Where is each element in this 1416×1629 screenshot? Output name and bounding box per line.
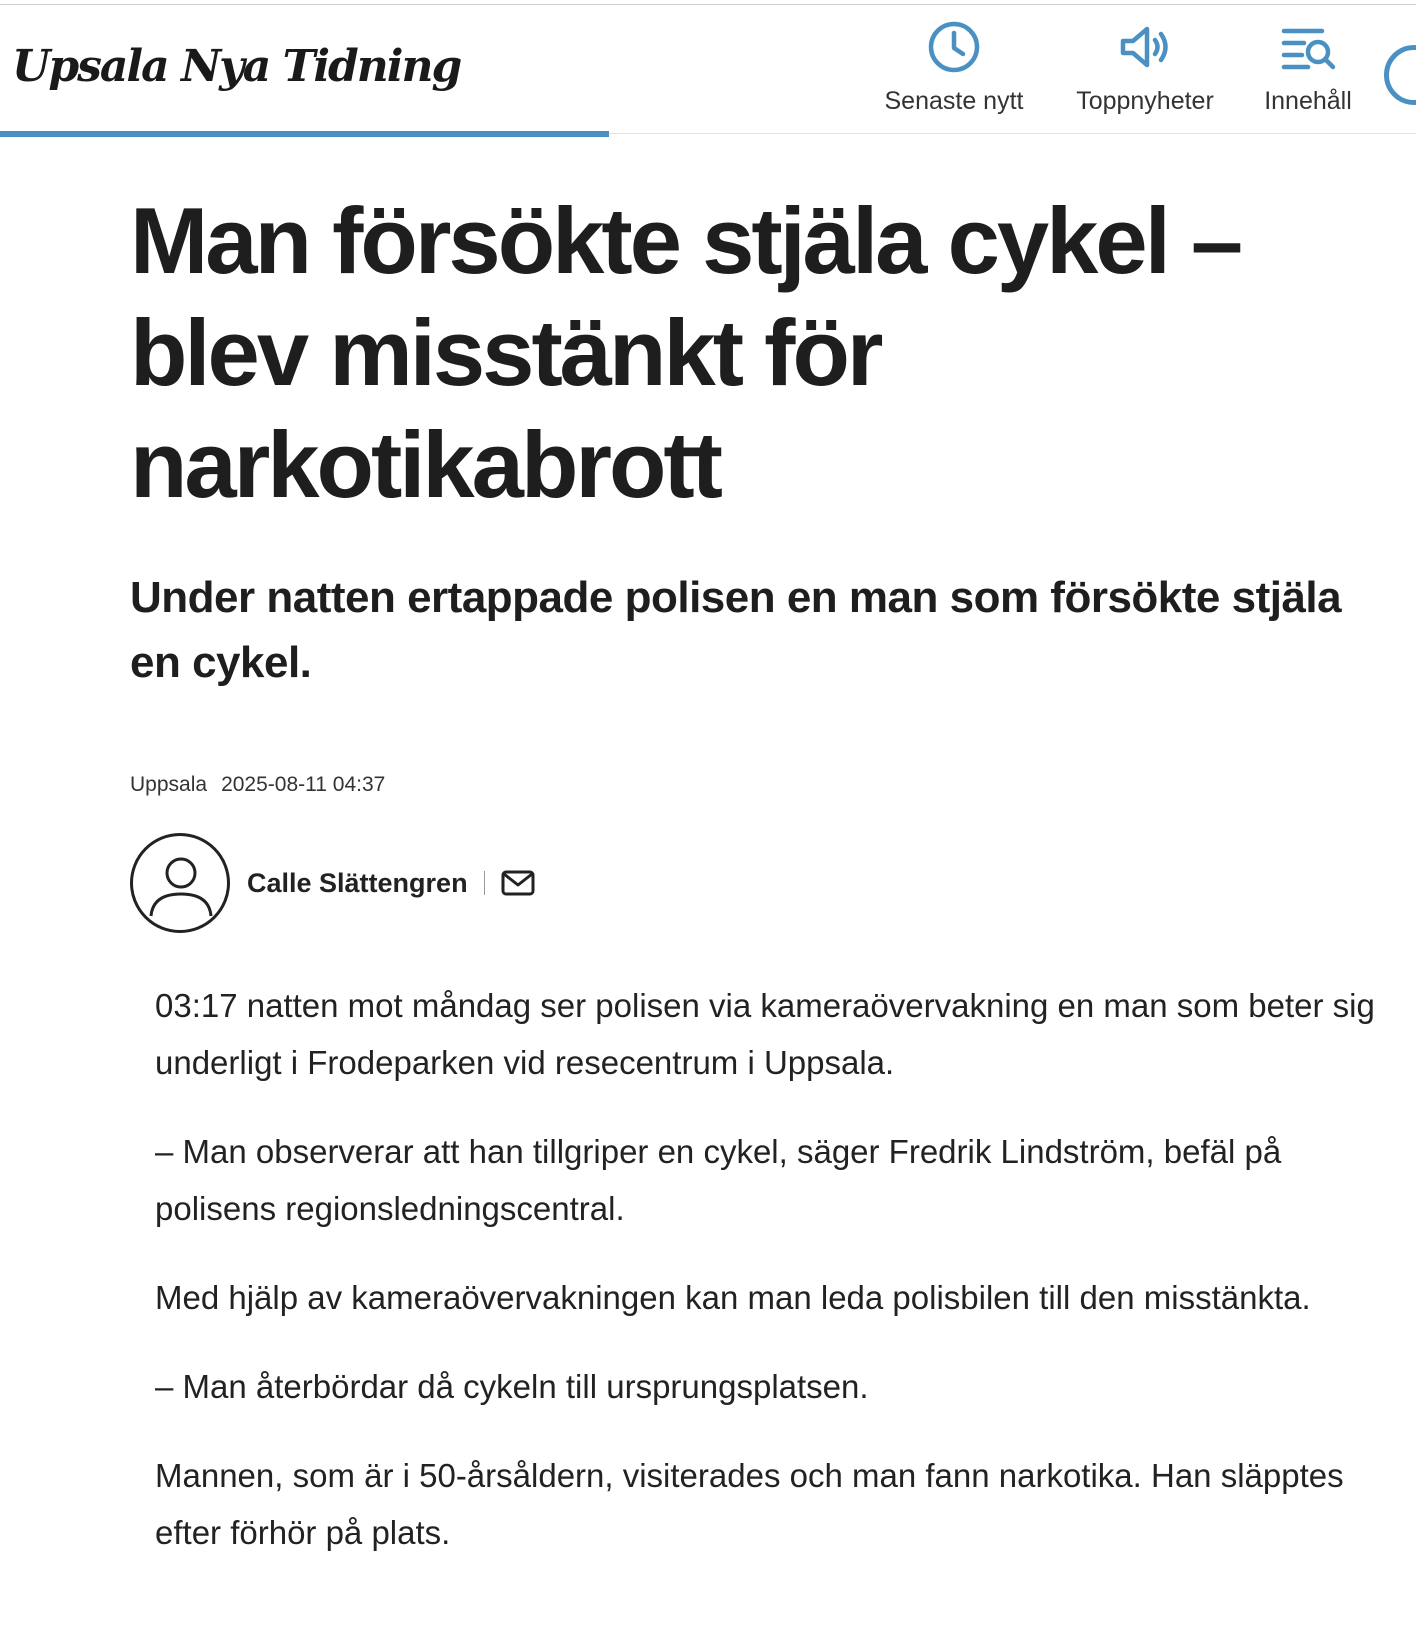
article-paragraph: Mannen, som är i 50-årsåldern, visiterades och man fann narkotika. Han släpptes efter förhör på plats. <box>155 1457 1344 1551</box>
divider <box>484 871 485 895</box>
menu-search-icon <box>1278 17 1338 77</box>
nav-label: Innehåll <box>1264 87 1352 115</box>
article-body <box>155 977 1405 1593</box>
article-paragraph: – Man återbördar då cykeln till ursprungsplatsen. <box>155 1368 869 1405</box>
author-byline <box>130 833 535 933</box>
reading-progress-bar <box>0 131 609 137</box>
article-paragraph: – Man observerar att han tillgriper en cykel, säger Fredrik Lindström, befäl på polisens regionsledningscentral. <box>155 1133 1282 1227</box>
speaker-icon <box>1115 17 1175 77</box>
nav-label: Toppnyheter <box>1076 87 1214 115</box>
account-button[interactable] <box>1384 45 1416 105</box>
article-paragraph: Med hjälp av kameraövervakningen kan man leda polisbilen till den misstänkta. <box>155 1279 1311 1316</box>
author-name[interactable]: Calle Slättengren <box>247 867 468 898</box>
nav-toppnyheter[interactable] <box>1065 17 1225 116</box>
article-lead: Under natten ertappade polisen en man som försökte stjäla en cykel. <box>130 573 1342 687</box>
article-headline: Man försökte stjäla cykel – blev misstänkt för narkotikabrott <box>130 188 1241 517</box>
nav-innehall[interactable] <box>1228 17 1388 116</box>
article-date: 2025-08-11 04:37 <box>221 773 386 796</box>
user-avatar-icon[interactable] <box>130 833 230 933</box>
mail-icon[interactable] <box>501 870 535 896</box>
article-meta <box>130 773 385 797</box>
site-logo[interactable]: Upsala Nya Tidning <box>12 41 461 92</box>
site-header <box>0 5 1416 134</box>
article-paragraph: 03:17 natten mot måndag ser polisen via kameraövervakning en man som beter sig underligt i Frodeparken vid resecentrum i Uppsala. <box>155 987 1375 1081</box>
clock-icon <box>924 17 984 77</box>
nav-label: Senaste nytt <box>884 87 1024 115</box>
article-location: Uppsala <box>130 773 208 796</box>
nav-senaste-nytt[interactable] <box>874 17 1034 116</box>
